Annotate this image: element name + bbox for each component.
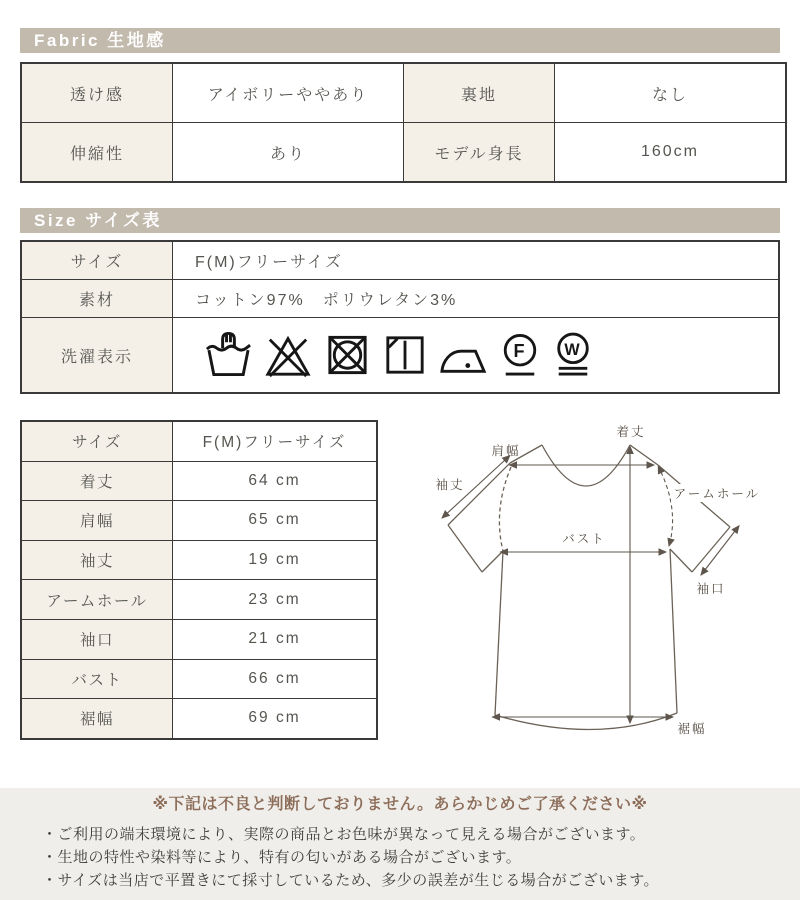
table-row: [21, 501, 377, 541]
measure-value: F(M)フリーサイズ: [173, 421, 378, 461]
diagram-label-bust: バスト: [562, 532, 606, 546]
notice-item: ・生地の特性や染料等により、特有の匂いがある場合がございます。: [42, 849, 522, 866]
measure-label: アームホール: [21, 580, 173, 620]
wet-clean-very-gentle-icon: [553, 330, 593, 380]
table-row: [21, 123, 786, 183]
measure-value: 19 cm: [173, 540, 378, 580]
table-row: [21, 241, 779, 280]
table-row: [21, 619, 377, 659]
diagram-label-armhole: アームホール: [673, 487, 761, 501]
table-row: [21, 421, 377, 461]
measurements-table: [20, 420, 378, 740]
table-row: [21, 280, 779, 318]
table-row: [21, 63, 786, 123]
care-label: 洗濯表示: [21, 318, 173, 394]
measure-label: 着丈: [21, 461, 173, 501]
diagram-label-hem-width: 裾幅: [677, 722, 707, 736]
iron-low-heat-icon: [439, 330, 487, 380]
notice-list: [0, 823, 800, 892]
size-info-table: [20, 240, 780, 394]
measure-label: 袖丈: [21, 540, 173, 580]
diagram-label-shoulder: 肩幅: [491, 444, 521, 458]
notice-item: ・サイズは当店で平置きにて採寸しているため、多少の誤差が生じる場合がございます。: [42, 872, 660, 889]
measure-value: 65 cm: [173, 501, 378, 541]
size-value: F(M)フリーサイズ: [173, 241, 780, 280]
material-label: 素材: [21, 280, 173, 318]
measure-value: 21 cm: [173, 619, 378, 659]
fabric-label-sheerness: 透け感: [21, 63, 173, 123]
table-row: [21, 659, 377, 699]
do-not-bleach-icon: [265, 330, 311, 380]
diagram-label-sleeve-length: 袖丈: [435, 478, 465, 492]
measure-value: 66 cm: [173, 659, 378, 699]
dry-clean-petroleum-gentle-icon: [500, 330, 540, 380]
table-row: [21, 318, 779, 394]
fabric-section-header: Fabric 生地感: [20, 28, 780, 53]
size-section-header: Size サイズ表: [20, 208, 780, 233]
measure-label: バスト: [21, 659, 173, 699]
measure-label: 袖口: [21, 619, 173, 659]
fabric-label-lining: 裏地: [404, 63, 555, 123]
fabric-table: [20, 62, 787, 183]
table-row: [21, 540, 377, 580]
measure-label: 肩幅: [21, 501, 173, 541]
tshirt-measurement-diagram: [395, 415, 795, 770]
diagram-label-cuff: 袖口: [696, 582, 726, 596]
measure-value: 23 cm: [173, 580, 378, 620]
dry-clean-letter: F: [513, 340, 527, 361]
table-row: [21, 699, 377, 739]
table-row: [21, 461, 377, 501]
notice-panel: [0, 788, 800, 900]
table-row: [21, 580, 377, 620]
care-symbols-cell: [173, 318, 780, 394]
line-dry-in-shade-icon: [384, 330, 426, 380]
fabric-value-sheerness: アイボリーややあり: [173, 63, 404, 123]
notice-item: ・ご利用の端末環境により、実際の商品とお色味が異なって見える場合がございます。: [42, 826, 646, 843]
wet-clean-letter: W: [564, 341, 582, 359]
fabric-label-stretch: 伸縮性: [21, 123, 173, 183]
measure-value: 64 cm: [173, 461, 378, 501]
size-label: サイズ: [21, 241, 173, 280]
measure-label: サイズ: [21, 421, 173, 461]
notice-title: ※下記は不良と判断しておりません。あらかじめご了承ください※: [152, 796, 648, 813]
fabric-value-lining: なし: [555, 63, 787, 123]
fabric-value-stretch: あり: [173, 123, 404, 183]
fabric-label-model-height: モデル身長: [404, 123, 555, 183]
diagram-label-length: 着丈: [616, 425, 646, 439]
care-symbols: [195, 330, 778, 380]
measure-label: 裾幅: [21, 699, 173, 739]
measure-value: 69 cm: [173, 699, 378, 739]
fabric-value-model-height: 160cm: [555, 123, 787, 183]
do-not-tumble-dry-icon: [324, 330, 371, 380]
hand-wash-icon: [205, 330, 252, 380]
material-value: コットン97% ポリウレタン3%: [173, 280, 780, 318]
